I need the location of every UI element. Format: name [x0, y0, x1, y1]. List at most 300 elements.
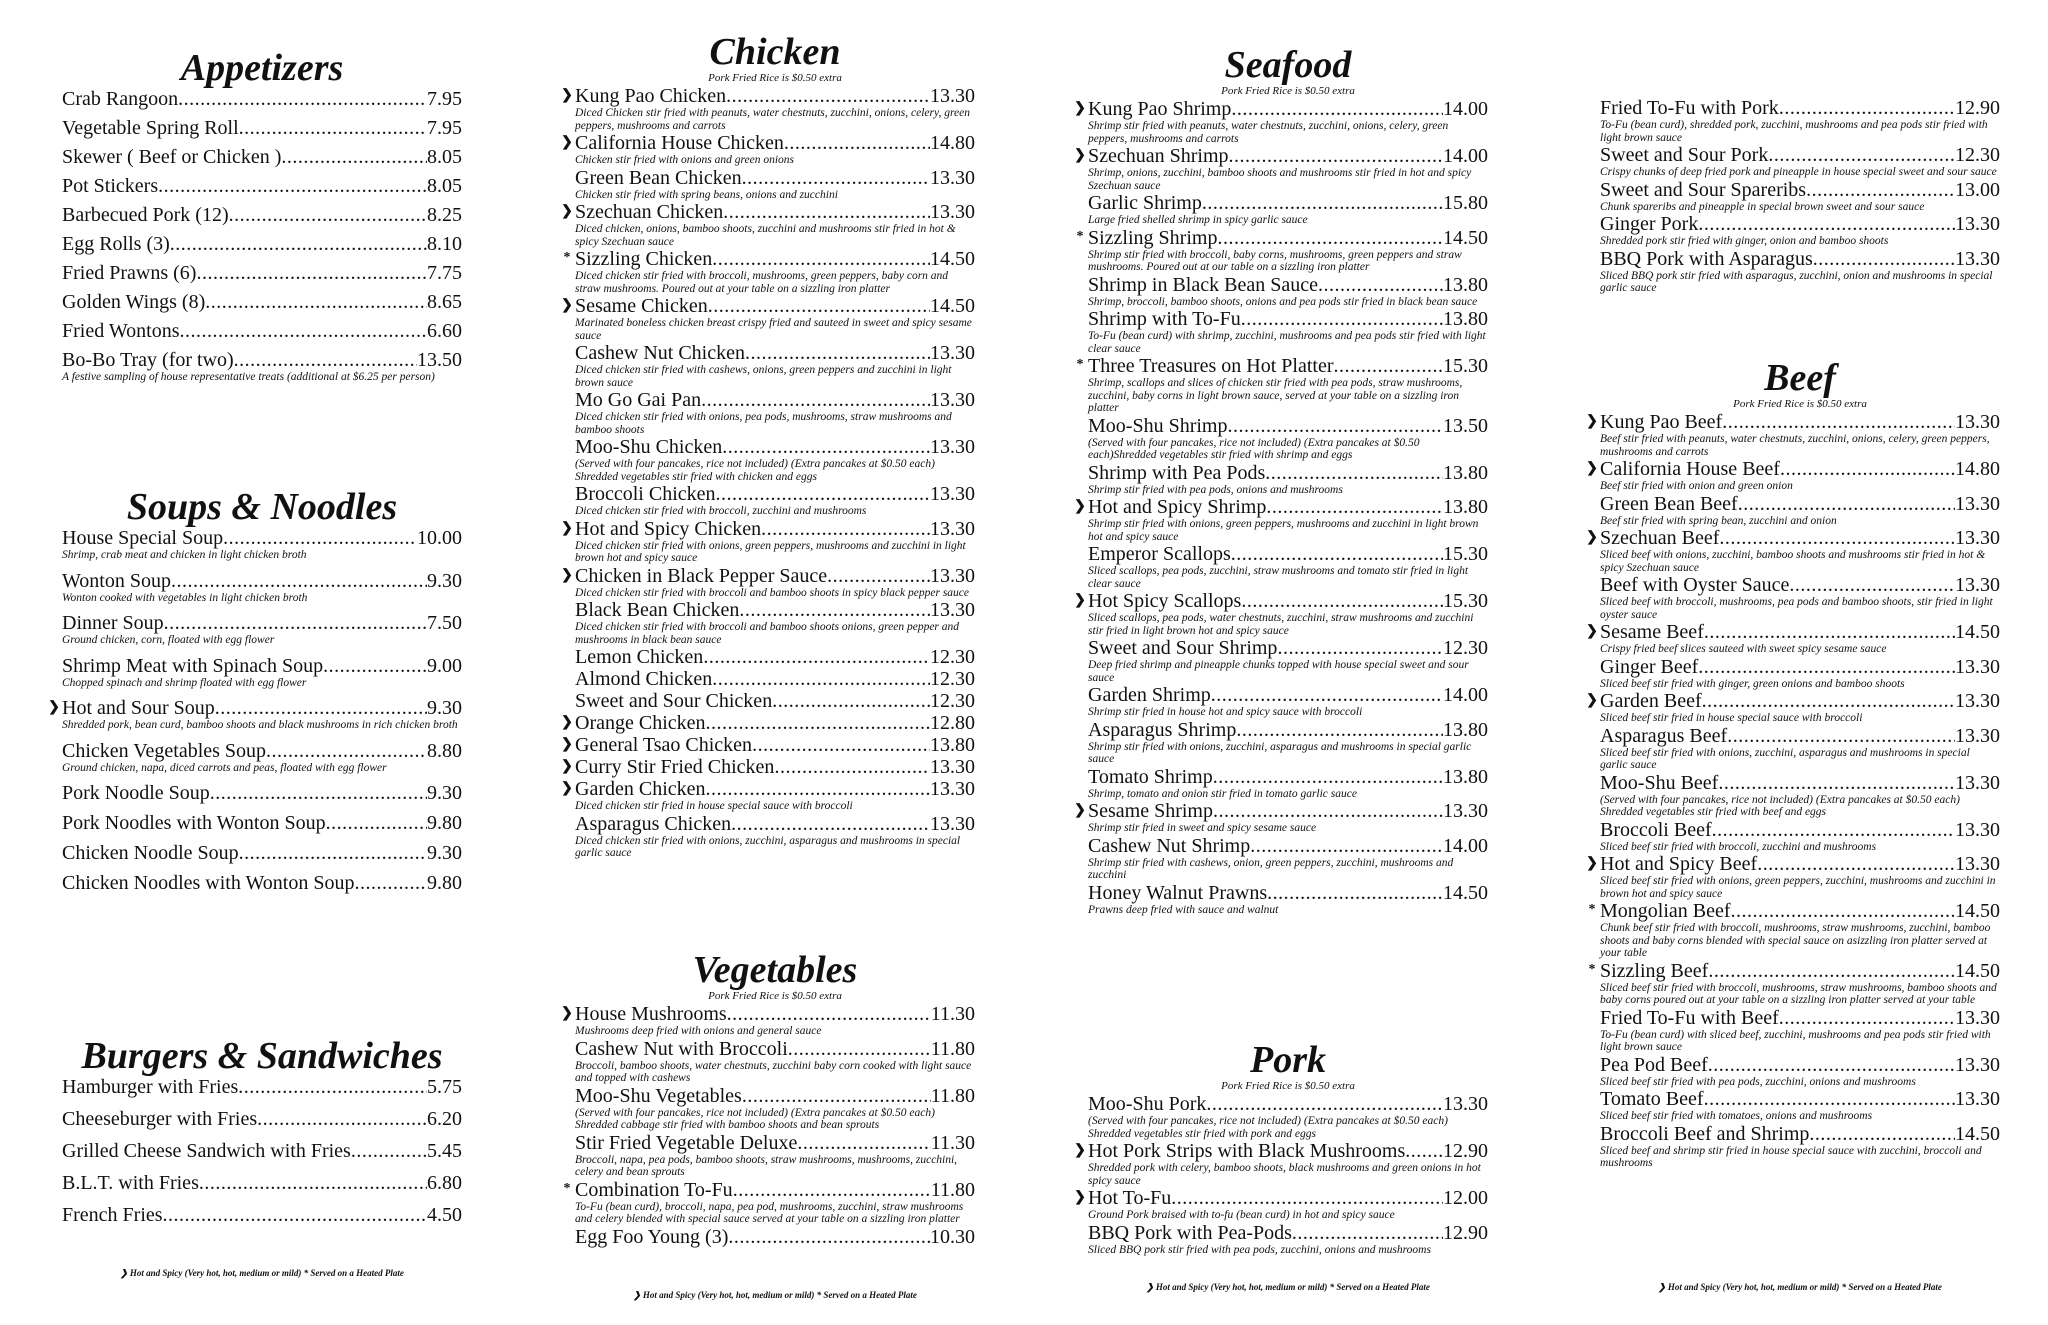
menu-item-price: 6.20 [427, 1108, 462, 1130]
menu-item-description: Sliced BBQ pork stir fried with pea pods, zucchini, onions and mushrooms [1088, 1243, 1431, 1256]
menu-item-price: 8.25 [427, 204, 462, 226]
menu-column-3 [1074, 0, 1488, 1325]
dot-leader [1265, 462, 1443, 484]
hot-spicy-icon: ❯ [561, 715, 573, 730]
menu-item-price: 12.30 [930, 690, 975, 712]
menu-item-description: Beef stir fried with spring bean, zucchini and onion [1600, 514, 1837, 527]
menu-item [1600, 1007, 2000, 1054]
menu-item [575, 483, 975, 518]
menu-item-description: Chunk beef stir fried with broccoli, mushrooms, straw mushrooms, zucchini, bamboo shoots and baby corns blended with special sauce on asizzling iron platter served at your table [1600, 922, 1991, 959]
menu-item-line [62, 117, 462, 139]
menu-item [1600, 213, 2000, 248]
menu-item-price: 13.30 [930, 564, 975, 587]
dot-leader [1227, 415, 1443, 437]
dot-leader [199, 1172, 427, 1194]
menu-item-name: Skewer ( Beef or Chicken ) [62, 146, 282, 168]
dot-leader [179, 320, 427, 342]
menu-item [561, 201, 975, 248]
dot-leader [1780, 458, 1955, 480]
dot-leader [727, 1003, 931, 1025]
menu-item [1074, 800, 1488, 835]
menu-item-line [575, 1003, 975, 1025]
menu-item-name: Szechuan Shrimp [1088, 145, 1229, 167]
menu-item-description: (Served with four pancakes, rice not included) (Extra pancakes at $0.50 each) Shredded vegetables stir fried with beef and eggs [1600, 793, 1960, 818]
menu-item [62, 782, 462, 804]
legend-hot-label: Hot and Spicy (Very hot, hot, medium or mild) [129, 1268, 302, 1278]
dot-leader [1768, 144, 1955, 166]
menu-item [1600, 656, 2000, 691]
menu-item-price: 13.30 [1955, 1053, 2000, 1076]
dot-leader [1809, 1123, 1955, 1145]
menu-item-name: Asparagus Chicken [575, 812, 732, 835]
menu-item-line [575, 1132, 975, 1154]
menu-item-description: (Served with four pancakes, rice not included) (Extra pancakes at $0.50 each) Shredded vegetables stir fried with pork and eggs [1088, 1115, 1448, 1140]
menu-item [62, 88, 462, 110]
menu-item-price: 5.75 [427, 1076, 462, 1098]
menu-item-description: Deep fried shrimp and pineapple chunks topped with house special sweet and sour sauce [1088, 659, 1469, 684]
dot-leader [1722, 411, 1955, 433]
menu-item-description: Diced chicken stir fried with onions, green peppers, mushrooms and zucchini in light brown hot and spicy sauce [575, 539, 966, 564]
menu-item-line [575, 1085, 975, 1107]
menu-item [1088, 1222, 1488, 1257]
menu-item-price: 13.30 [930, 812, 975, 835]
menu-item-price: 12.30 [930, 668, 975, 690]
heated-plate-icon: * [1588, 961, 1596, 977]
menu-item-description: Shrimp, crab meat and chicken in light chicken broth [62, 549, 307, 561]
menu-item [62, 570, 462, 605]
menu-item-line [1600, 1088, 2000, 1110]
menu-item-line [575, 389, 975, 411]
menu-item [561, 85, 975, 132]
menu-item-name: House Special Soup [62, 527, 224, 549]
dot-leader [171, 570, 427, 592]
menu-item-line [1088, 1222, 1488, 1244]
menu-item-line [1600, 411, 2000, 433]
menu-item-price: 14.50 [1955, 900, 2000, 922]
menu-item [1074, 496, 1488, 543]
menu-item-name: Dinner Soup [62, 612, 164, 634]
dot-leader [733, 1179, 931, 1201]
menu-item-price: 12.90 [1443, 1221, 1488, 1244]
menu-item-name: Sesame Chicken [575, 295, 708, 317]
menu-item-description: Shrimp stir fried with cashews, onion, green peppers, zucchini, mushrooms and zucchini [1088, 856, 1454, 881]
menu-item-description: Shrimp, onions, zucchini, bamboo shoots and mushrooms stir fried in hot and spicy Szechuan sauce [1088, 167, 1472, 192]
menu-item-price: 9.30 [427, 569, 462, 592]
menu-item [62, 655, 462, 690]
dot-leader [164, 612, 427, 634]
menu-item-line [575, 1038, 975, 1060]
menu-item-line [1600, 900, 2000, 922]
menu-item-price: 13.30 [1955, 771, 2000, 794]
dot-leader [326, 812, 427, 834]
dot-leader [723, 201, 930, 223]
menu-item-name: Orange Chicken [575, 712, 706, 734]
menu-item-price: 12.30 [1443, 637, 1488, 659]
hot-spicy-icon: ❯ [561, 759, 573, 774]
menu-item-description: Crispy chunks of deep fried pork and pineapple in house special sweet and sour sauce [1600, 166, 1997, 178]
dot-leader [742, 167, 930, 189]
menu-item-name: B.L.T. with Fries [62, 1172, 199, 1194]
menu-item [1586, 690, 2000, 725]
menu-item-line [1600, 458, 2000, 480]
menu-item-description: Diced chicken stir fried with onions, zucchini, asparagus and mushrooms in special garlic sauce [575, 834, 961, 859]
menu-item-line [1600, 248, 2000, 270]
menu-item-price: 13.80 [1443, 308, 1488, 330]
hot-spicy-icon: ❯ [561, 204, 573, 219]
menu-item-price: 15.30 [1443, 590, 1488, 612]
menu-item-name: Sizzling Chicken [575, 248, 713, 270]
menu-item-price: 13.30 [1443, 800, 1488, 822]
menu-item-line [1600, 1007, 2000, 1029]
menu-item-name: Bo-Bo Tray (for two) [62, 349, 234, 371]
menu-item-price: 13.50 [1443, 414, 1488, 437]
hot-spicy-icon: ❯ [1074, 148, 1086, 163]
hot-spicy-icon: ❯ [561, 135, 573, 150]
menu-item [1600, 772, 2000, 819]
dot-leader [728, 1226, 930, 1248]
menu-item-description: Sliced beef stir fried with pea pods, zucchini, onions and mushrooms [1600, 1075, 1916, 1088]
heated-plate-icon: * [303, 1268, 309, 1278]
menu-item-description: Diced chicken stir fried with broccoli, zucchini and mushrooms [575, 505, 867, 517]
dot-leader [1334, 355, 1443, 377]
heated-plate-icon: * [816, 1290, 822, 1300]
menu-item-price: 6.60 [427, 320, 462, 342]
dot-leader [1236, 719, 1443, 741]
dot-leader [1708, 1054, 1955, 1076]
menu-item-line [62, 527, 462, 549]
menu-item-description: Sliced beef with broccoli, mushrooms, pea pods and bamboo shoots, stir fried in light oyster sauce [1600, 596, 1993, 621]
dot-leader [701, 389, 930, 411]
dot-leader [752, 734, 930, 756]
menu-item-price: 13.50 [417, 349, 462, 371]
dot-leader [716, 483, 930, 505]
dot-leader [1405, 1140, 1443, 1162]
menu-item-price: 13.30 [1955, 527, 2000, 549]
menu-section-pork-cont [1600, 97, 2000, 295]
menu-item-description: Diced chicken, onions, bamboo shoots, zucchini and mushrooms stir fried in hot & spicy Szechuan sauce [575, 223, 956, 248]
menu-item-price: 7.95 [427, 88, 462, 110]
menu-item-price: 12.30 [930, 646, 975, 668]
dot-leader [170, 233, 427, 255]
menu-item-line [1600, 960, 2000, 982]
menu-item-name: Barbecued Pork (12) [62, 204, 229, 226]
heated-plate-icon: * [563, 250, 571, 265]
menu-item-line [62, 88, 462, 110]
menu-item-description: To-Fu (bean curd), shredded pork, zucchini, mushrooms and pea pods stir fried with light brown sauce [1600, 119, 1988, 144]
dot-leader [1738, 493, 1955, 515]
menu-item [62, 175, 462, 197]
menu-item-name: Mo Go Gai Pan [575, 389, 702, 411]
menu-item-description: Ground Pork braised with to-fu (bean curd) in hot and spicy sauce [1088, 1209, 1395, 1221]
menu-item-price: 14.50 [1443, 881, 1488, 904]
menu-item-line [1088, 1093, 1488, 1115]
dot-leader [708, 295, 930, 317]
menu-item-price: 8.05 [427, 175, 462, 197]
legend-footer [1600, 1282, 2000, 1293]
menu-item-line [62, 1172, 462, 1194]
menu-item-line [575, 132, 975, 154]
menu-item-description: Shredded pork stir fried with ginger, onion and bamboo shoots [1600, 235, 1889, 247]
menu-item [1600, 574, 2000, 621]
menu-item-name: Hot and Sour Soup [62, 697, 215, 719]
dot-leader [1292, 1222, 1443, 1244]
menu-item-name: Chicken Noodles with Wonton Soup [62, 872, 355, 894]
menu-section-chicken [561, 31, 975, 860]
menu-item-description: Chunk spareribs and pineapple in special brown sweet and sour sauce [1600, 200, 1925, 213]
menu-item-description: Shrimp stir fried with peanuts, water chestnuts, zucchini, onions, celery, green peppers, mushrooms and carrots [1088, 120, 1449, 145]
hot-spicy-icon: ❯ [1658, 1282, 1666, 1292]
hot-spicy-icon: ❯ [561, 298, 573, 313]
menu-item-price: 10.00 [417, 527, 462, 549]
menu-item-line [62, 1204, 462, 1226]
hot-spicy-icon: ❯ [561, 781, 573, 796]
menu-item-line [1088, 415, 1488, 437]
menu-item [575, 646, 975, 668]
hot-spicy-icon: ❯ [1586, 414, 1598, 429]
menu-item-name: Beef with Oyster Sauce [1600, 574, 1790, 596]
menu-item-description: Marinated boneless chicken breast crispy fried and sauteed in sweet and spicy sesame sauce [575, 317, 972, 342]
menu-item-line [1600, 144, 2000, 166]
dot-leader [163, 1204, 427, 1226]
hot-spicy-icon: ❯ [561, 567, 573, 583]
menu-item [62, 146, 462, 168]
menu-item-description: Beef stir fried with onion and green onion [1600, 480, 1793, 492]
menu-item-line [1088, 1140, 1488, 1162]
menu-item [1088, 766, 1488, 801]
dot-leader [229, 204, 427, 226]
menu-item [1074, 1140, 1488, 1187]
menu-item-price: 8.80 [427, 739, 462, 762]
menu-item-line [575, 668, 975, 690]
section-note: Pork Fried Rice is $0.50 extra [1221, 85, 1355, 97]
menu-item-description: To-Fu (bean curd), broccoli, napa, pea pod, mushrooms, zucchini, straw mushrooms and celery blended with special sauce served at your table on a sizzling iron platter [575, 1200, 964, 1225]
menu-item [561, 756, 975, 778]
menu-item-price: 14.00 [1443, 145, 1488, 167]
menu-item [1074, 1187, 1488, 1222]
menu-item-line [575, 690, 975, 712]
menu-item-line [1088, 882, 1488, 904]
dot-leader [158, 175, 427, 197]
menu-item-description: Diced chicken stir fried with broccoli, mushrooms, green peppers, baby corn and straw mushrooms. Poured out at your table on a sizzling iron platter [575, 270, 949, 295]
menu-item-line [1600, 656, 2000, 678]
menu-item-name: Grilled Cheese Sandwich with Fries [62, 1140, 351, 1162]
menu-item-line [62, 1108, 462, 1130]
menu-item-price: 9.80 [427, 812, 462, 834]
hot-spicy-icon: ❯ [561, 737, 573, 752]
menu-item-price: 15.30 [1443, 355, 1488, 377]
menu-item-price: 12.90 [1955, 97, 2000, 119]
dot-leader [726, 85, 930, 107]
menu-item-description: Chicken stir fried with spring beans, onions and zucchini [575, 188, 838, 201]
dot-leader [703, 646, 930, 668]
menu-item-description: Beef stir fried with peanuts, water chestnuts, zucchini, onions, celery, green peppers, mushrooms and carrots [1600, 433, 1990, 458]
menu-item-price: 4.50 [427, 1204, 462, 1226]
menu-item-line [62, 320, 462, 342]
hot-spicy-icon: ❯ [1146, 1282, 1154, 1292]
menu-item-description: (Served with four pancakes, rice not included) (Extra pancakes at $0.50 each) Shredded vegetables stir fried with chicken and eggs [575, 458, 935, 483]
menu-item-line [62, 570, 462, 592]
menu-item-line [1088, 719, 1488, 741]
dot-leader [215, 697, 427, 719]
hot-spicy-icon: ❯ [120, 1268, 128, 1278]
dot-leader [351, 1140, 427, 1162]
menu-item-name: Hamburger with Fries [62, 1076, 239, 1098]
dot-leader [323, 655, 427, 677]
dot-leader [205, 291, 427, 313]
menu-item-name: Egg Rolls (3) [62, 233, 170, 255]
menu-item-line [1600, 690, 2000, 712]
menu-item [1586, 458, 2000, 493]
dot-leader [1213, 766, 1443, 788]
heated-plate-icon: * [1588, 902, 1596, 917]
menu-item-line [575, 756, 975, 778]
menu-item-line [62, 291, 462, 313]
menu-item-description: Diced Chicken stir fried with peanuts, water chestnuts, zucchini, onions, celery, green peppers, mushrooms and carrots [575, 107, 970, 132]
menu-item [1088, 192, 1488, 227]
menu-item-line [1088, 800, 1488, 822]
menu-item-line [575, 1226, 975, 1248]
menu-item-description: Sliced beef stir fried with tomatoes, onions and mushrooms [1600, 1110, 1873, 1122]
dot-leader [761, 518, 930, 540]
dot-leader [239, 117, 427, 139]
legend-footer [575, 1290, 975, 1301]
hot-spicy-icon: ❯ [1074, 1143, 1086, 1158]
legend-heated-label: Served on a Heated Plate [1848, 1282, 1942, 1292]
menu-item [563, 1178, 975, 1226]
menu-item [62, 204, 462, 226]
menu-item [1600, 144, 2000, 179]
menu-column-2 [561, 0, 975, 1325]
menu-item-price: 13.30 [930, 85, 975, 107]
menu-item-description: Broccoli, napa, pea pods, bamboo shoots, straw mushrooms, mushrooms, zucchini, celery and bean sprouts [575, 1153, 958, 1178]
menu-item-name: Emperor Scallops [1088, 543, 1231, 565]
legend-heated-label: Served on a Heated Plate [1336, 1282, 1430, 1292]
menu-item-name: Asparagus Beef [1600, 724, 1728, 747]
menu-item-name: Tomato Beef [1600, 1088, 1704, 1110]
menu-item-line [62, 842, 462, 864]
menu-item-description: Diced chicken stir fried with onions, pea pods, mushrooms, straw mushrooms and bamboo shoots [575, 411, 952, 436]
menu-item-price: 13.30 [1955, 724, 2000, 747]
menu-item-name: Szechuan Chicken [575, 201, 724, 223]
dot-leader [1813, 248, 1955, 270]
menu-item-price: 11.30 [930, 1003, 975, 1025]
menu-item-line [575, 436, 975, 458]
menu-item [62, 349, 462, 384]
menu-item-line [62, 204, 462, 226]
menu-item-name: Hot Pork Strips with Black Mushrooms [1088, 1140, 1406, 1162]
menu-item-price: 9.80 [427, 872, 462, 894]
menu-item [1076, 355, 1488, 415]
menu-item-line [575, 295, 975, 317]
menu-section-beef [1586, 357, 2000, 1170]
menu-item-line [1088, 355, 1488, 377]
dot-leader [1206, 1093, 1443, 1115]
dot-leader [1698, 213, 1955, 235]
dot-leader [784, 132, 930, 154]
menu-item-name: Fried To-Fu with Pork [1600, 97, 1779, 119]
menu-item-description: Mushrooms deep fried with onions and general sauce [575, 1025, 822, 1037]
menu-item-description: Broccoli, bamboo shoots, water chestnuts, zucchini baby corn cooked with light sauce and topped with cashews [575, 1059, 972, 1084]
menu-section-seafood [1074, 44, 1488, 916]
menu-item [561, 1003, 975, 1038]
menu-item-line [62, 740, 462, 762]
menu-item-name: Golden Wings (8) [62, 291, 206, 313]
menu-item-name: Cheeseburger with Fries [62, 1108, 258, 1130]
menu-item-name: Broccoli Chicken [575, 483, 716, 505]
hot-spicy-icon: ❯ [1586, 693, 1598, 708]
menu-item-price: 13.30 [930, 517, 975, 540]
menu-item-price: 14.50 [930, 248, 975, 270]
menu-item [1600, 1088, 2000, 1123]
menu-item-description: Sliced scallops, pea pods, zucchini, straw mushrooms and tomato stir fried in light clear sauce [1088, 565, 1469, 590]
menu-item-line [1088, 543, 1488, 565]
menu-item [1586, 411, 2000, 458]
menu-item-price: 12.90 [1443, 1140, 1488, 1162]
menu-item [1088, 835, 1488, 882]
menu-item-description: A festive sampling of house representative treats (additional at $6.25 per person) [62, 371, 435, 383]
menu-item [62, 1172, 462, 1194]
menu-item-description: Diced chicken stir fried in house special sauce with broccoli [575, 800, 853, 812]
menu-item-price: 9.30 [427, 697, 462, 719]
menu-item-name: Hot Spicy Scallops [1088, 590, 1242, 612]
menu-item-name: Chicken Vegetables Soup [62, 739, 267, 762]
menu-item-price: 13.30 [1443, 1093, 1488, 1115]
dot-leader [266, 740, 427, 762]
menu-item-line [1600, 527, 2000, 549]
menu-item [1600, 179, 2000, 214]
menu-item [561, 132, 975, 167]
dot-leader [1231, 543, 1443, 565]
menu-item-description: Shrimp, scallops and slices of chicken stir fried with pea pods, straw mushrooms, zucchini, baby corns in light brown sauce, served at your table on a sizzling iron platter [1088, 377, 1463, 414]
menu-item-line [1088, 590, 1488, 612]
dot-leader [1806, 179, 1955, 201]
menu-item-description: Large fried shelled shrimp in spicy garlic sauce [1088, 214, 1308, 226]
menu-item [575, 342, 975, 389]
legend-hot-label: Hot and Spicy (Very hot, hot, medium or mild) [642, 1290, 815, 1300]
menu-item-line [1088, 462, 1488, 484]
dot-leader [739, 599, 930, 621]
menu-item-line [62, 655, 462, 677]
menu-item-description: Shredded pork with celery, bamboo shoots, black mushrooms and green onions in hot spicy sauce [1088, 1162, 1481, 1187]
menu-item-price: 13.30 [930, 166, 975, 189]
menu-item-name: Honey Walnut Prawns [1088, 881, 1268, 904]
dot-leader [1731, 900, 1955, 922]
dot-leader [354, 872, 427, 894]
menu-item-name: House Mushrooms [575, 1003, 727, 1025]
menu-item-line [1600, 97, 2000, 119]
menu-item-name: Shrimp Meat with Spinach Soup [62, 654, 324, 677]
menu-item-description: Ground chicken, corn, floated with egg flower [62, 634, 275, 646]
menu-item [1600, 97, 2000, 144]
menu-item-price: 8.10 [427, 233, 462, 255]
dot-leader [1266, 496, 1443, 518]
menu-item-name: Crab Rangoon [62, 88, 179, 110]
menu-item-price: 13.80 [1443, 718, 1488, 741]
menu-item [62, 740, 462, 775]
menu-item-name: Kung Pao Chicken [575, 85, 727, 107]
dot-leader [1702, 690, 1955, 712]
menu-item-name: Pork Noodle Soup [62, 782, 210, 804]
menu-item-name: Moo-Shu Shrimp [1088, 414, 1228, 437]
menu-item-line [1088, 227, 1488, 249]
menu-item-price: 13.30 [930, 436, 975, 458]
menu-item-name: Asparagus Shrimp [1088, 718, 1237, 741]
menu-item-name: Pork Noodles with Wonton Soup [62, 812, 326, 834]
menu-item-name: Pea Pod Beef [1600, 1053, 1708, 1076]
dot-leader [1318, 274, 1443, 296]
menu-item-name: Green Bean Chicken [575, 166, 742, 189]
menu-item-price: 7.95 [427, 117, 462, 139]
